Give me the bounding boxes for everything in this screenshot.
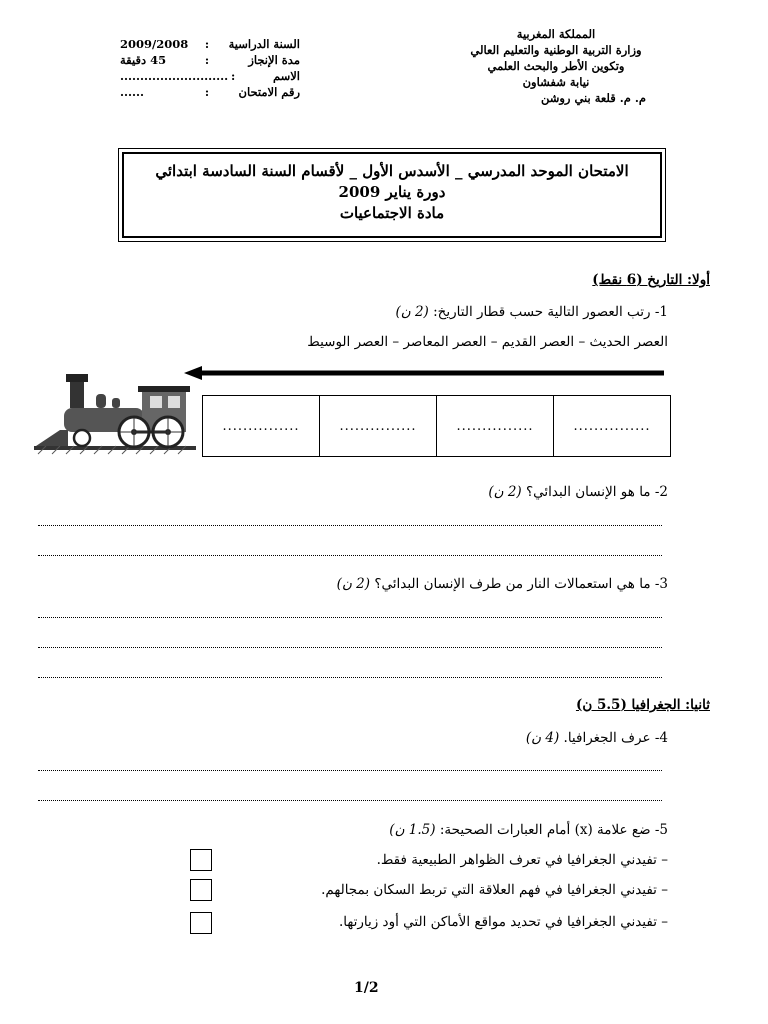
duration-label: مدة الإنجاز	[248, 53, 300, 67]
institution-header	[436, 26, 676, 106]
eras-list: العصر الحديث – العصر القديم – العصر المعاصر – العصر الوسيط	[307, 334, 668, 350]
year-value: 2009/2008	[120, 37, 189, 51]
answer-line[interactable]	[38, 555, 662, 556]
delegation-line: نيابة شفشاون	[522, 75, 590, 89]
timeline-boxes	[202, 395, 671, 457]
exam-title-box	[118, 148, 666, 242]
statement-1: – تفيدني الجغرافيا في تعرف الظواهر الطبيعية فقط.	[376, 852, 668, 868]
year-row: السنة الدراسية : 2009/2008	[120, 37, 300, 51]
question-2-text: 2- ما هو الإنسان البدائي؟	[526, 484, 668, 500]
timeline-box[interactable]: ...............	[319, 396, 436, 456]
ministry-line: وزارة التربية الوطنية والتعليم العالي	[470, 43, 642, 57]
year-label: السنة الدراسية	[228, 37, 300, 51]
exam-title: الامتحان الموحد المدرسي _ الأسدس الأول _ لأقسام السنة السادسة ابتدائي	[155, 162, 629, 180]
statement-3-checkbox[interactable]	[190, 912, 212, 934]
exam-info	[120, 36, 300, 100]
duration-value: 45 دقيقة	[120, 53, 167, 67]
duration-row: مدة الإنجاز : 45 دقيقة	[120, 53, 300, 67]
statement-2: – تفيدني الجغرافيا في فهم العلاقة التي تربط السكان بمجالهم.	[321, 882, 668, 898]
name-label: الاسم	[272, 69, 300, 83]
section-geography-heading: ثانيا: الجغرافيا (5.5 ن)	[575, 697, 710, 713]
question-4-points: (4 ن)	[525, 730, 560, 746]
name-field[interactable]: ...........................	[120, 69, 229, 83]
answer-line[interactable]	[38, 617, 662, 618]
exam-number-row: رقم الامتحان : ......	[120, 85, 300, 99]
question-5-points: (1.5 ن)	[389, 822, 436, 838]
steam-locomotive-icon	[34, 368, 196, 458]
question-2	[488, 484, 668, 500]
question-4-text: 4- عرف الجغرافيا.	[563, 730, 668, 746]
page-number: 1/2	[354, 980, 379, 996]
statement-1-checkbox[interactable]	[190, 849, 212, 871]
answer-line[interactable]	[38, 770, 662, 771]
exam-session: دورة يناير 2009	[338, 183, 446, 201]
statement-2-checkbox[interactable]	[190, 879, 212, 901]
answer-line[interactable]	[38, 800, 662, 801]
question-5-text: 5- ضع علامة (x) أمام العبارات الصحيحة:	[439, 822, 668, 838]
timeline-arrow	[184, 366, 664, 380]
statement-3: – تفيدني الجغرافيا في تحديد مواقع الأماكن التي أود زيارتها.	[338, 914, 668, 930]
answer-line[interactable]	[38, 647, 662, 648]
section-history-heading: أولا: التاريخ (6 نقط)	[592, 272, 710, 288]
timeline-box[interactable]: ...............	[436, 396, 553, 456]
timeline-box[interactable]: ...............	[222, 418, 300, 434]
question-3-points: (2 ن)	[336, 576, 371, 592]
answer-line[interactable]	[38, 677, 662, 678]
question-3	[337, 576, 668, 592]
ministry-line-2: وتكوين الأطر والبحث العلمي	[487, 59, 625, 73]
question-3-text: 3- ما هي استعمالات النار من طرف الإنسان البدائي؟	[374, 576, 668, 592]
question-2-points: (2 ن)	[488, 484, 522, 500]
question-4	[526, 730, 668, 746]
name-row: الاسم : ...........................	[120, 69, 300, 83]
exam-subject: مادة الاجتماعيات	[339, 204, 445, 222]
question-1-text: 1- رتب العصور التالية حسب قطار التاريخ:	[433, 304, 668, 320]
exam-number-label: رقم الامتحان	[238, 85, 300, 99]
question-5	[389, 822, 668, 838]
question-1	[395, 304, 668, 320]
exam-number-field[interactable]: ......	[120, 85, 145, 99]
school-line: م. م. قلعة بني روشن	[540, 91, 646, 105]
timeline-box[interactable]: ...............	[553, 396, 670, 456]
question-1-points: (2 ن)	[395, 304, 429, 320]
answer-line[interactable]	[38, 525, 662, 526]
kingdom-line: المملكة المغربية	[516, 27, 596, 41]
